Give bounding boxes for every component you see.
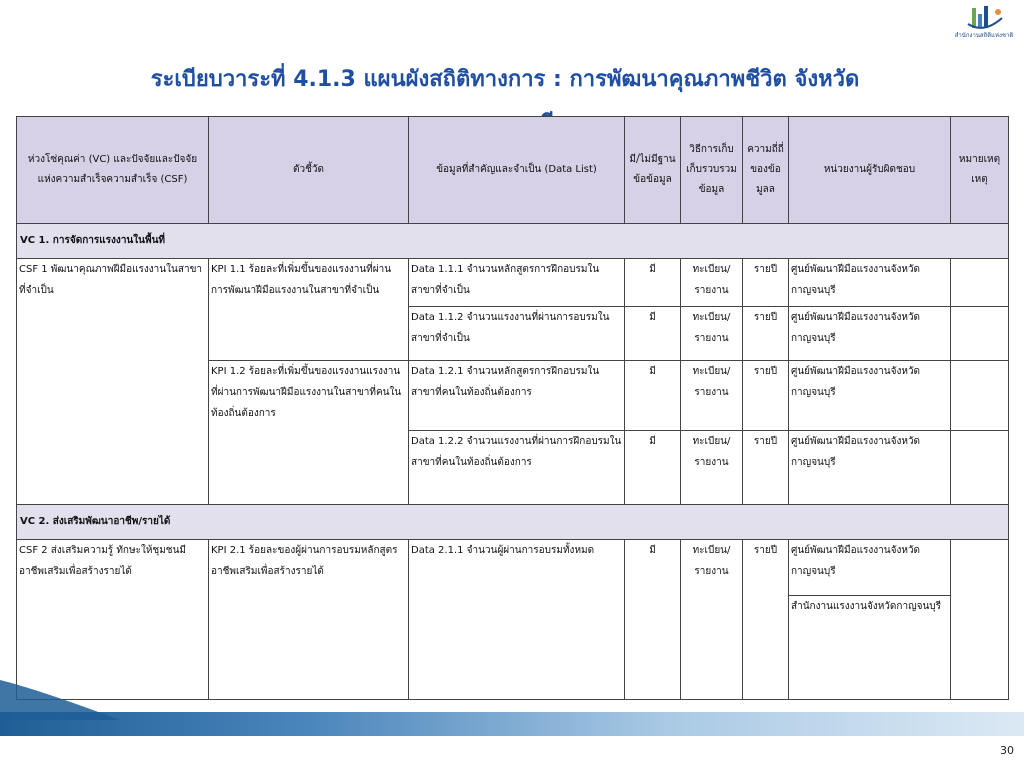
data-cell: Data 2.1.1 จำนวนผู้ผ่านการอบรมทั้งหมด <box>409 540 625 700</box>
frequency-cell: รายปี <box>743 361 789 431</box>
vc2-label: VC 2. ส่งเสริมพัฒนาอาชีพ/รายได้ <box>17 505 1009 540</box>
col-header-kpi: ตัวชี้วัด <box>209 117 409 224</box>
data-cell: Data 1.1.1 จำนวนหลักสูตรการฝึกอบรมในสาขาที่จำเป็น <box>409 259 625 307</box>
csf2-cell: CSF 2 ส่งเสริมความรู้ ทักษะให้ชุมชนมีอาชีพเสริมเพื่อสร้างรายได้ <box>17 540 209 700</box>
col-header-remarks: หมายเหตุเหตุ <box>951 117 1009 224</box>
footer-wave-decoration <box>0 680 120 720</box>
remarks-cell <box>951 361 1009 431</box>
agency-cell: ศูนย์พัฒนาฝีมือแรงงานจังหวัดกาญจนบุรี <box>789 540 951 596</box>
has-data-cell: มี <box>625 307 681 361</box>
col-header-agency: หน่วยงานผู้รับผิดชอบ <box>789 117 951 224</box>
page-number: 30 <box>1000 744 1014 757</box>
agency-cell: ศูนย์พัฒนาฝีมือแรงงานจังหวัดกาญจนบุรี <box>789 431 951 505</box>
agency-cell: ศูนย์พัฒนาฝีมือแรงงานจังหวัดกาญจนบุรี <box>789 307 951 361</box>
method-cell: ทะเบียน/รายงาน <box>681 361 743 431</box>
vc1-label: VC 1. การจัดการแรงงานในพื้นที่ <box>17 224 1009 259</box>
section-row-vc2 <box>17 505 1009 540</box>
frequency-cell: รายปี <box>743 307 789 361</box>
frequency-cell: รายปี <box>743 259 789 307</box>
has-data-cell: มี <box>625 431 681 505</box>
data-cell: Data 1.2.2 จำนวนแรงงานที่ผ่านการฝึกอบรมในสาขาที่คนในท้องถิ่นต้องการ <box>409 431 625 505</box>
frequency-cell: รายปี <box>743 540 789 700</box>
table-row <box>17 540 1009 596</box>
remarks-cell <box>951 431 1009 505</box>
has-data-cell: มี <box>625 540 681 700</box>
col-header-vc-csf: ห่วงโซ่คุณค่า (VC) และปัจจัยและปัจจัยแห่งความสำเร็จความสำเร็จ (CSF) <box>17 117 209 224</box>
method-cell: ทะเบียน/รายงาน <box>681 431 743 505</box>
col-header-frequency: ความถี่ถี่ของข้อมูลล <box>743 117 789 224</box>
footer-band <box>0 712 1024 736</box>
data-cell: Data 1.2.1 จำนวนหลักสูตรการฝึกอบรมในสาขาที่คนในท้องถิ่นต้องการ <box>409 361 625 431</box>
col-header-data-list: ข้อมูลที่สำคัญและจำเป็น (Data List) <box>409 117 625 224</box>
data-cell: Data 1.1.2 จำนวนแรงงานที่ผ่านการอบรมในสาขาที่จำเป็น <box>409 307 625 361</box>
table-header-row <box>17 117 1009 224</box>
agency-cell: สำนักงานแรงงานจังหวัดกาญจนบุรี <box>789 596 951 700</box>
frequency-cell: รายปี <box>743 431 789 505</box>
statistics-plan-table <box>16 116 1009 700</box>
has-data-cell: มี <box>625 361 681 431</box>
kpi21-cell: KPI 2.1 ร้อยละของผู้ผ่านการอบรมหลักสูตรอาชีพเสริมเพื่อสร้างรายได้ <box>209 540 409 700</box>
remarks-cell <box>951 259 1009 307</box>
has-data-cell: มี <box>625 259 681 307</box>
agency-cell: ศูนย์พัฒนาฝีมือแรงงานจังหวัดกาญจนบุรี <box>789 259 951 307</box>
col-header-method: วิธีการเก็บเก็บรวบรวมข้อมูล <box>681 117 743 224</box>
csf1-cell: CSF 1 พัฒนาคุณภาพฝีมือแรงงานในสาขาที่จำเป็น <box>17 259 209 505</box>
section-row-vc1 <box>17 224 1009 259</box>
logo-caption: สำนักงานสถิติแห่งชาติ <box>954 32 1014 39</box>
kpi12-cell: KPI 1.2 ร้อยละที่เพิ่มขึ้นของแรงงานแรงงานที่ผ่านการพัฒนาฝีมือแรงงานในสาขาที่คนในท้องถิ่นต้องการ <box>209 361 409 505</box>
title-line-1: ระเบียบวาระที่ 4.1.3 แผนผังสถิติทางการ : การพัฒนาคุณภาพชีวิต จังหวัด <box>150 67 860 92</box>
method-cell: ทะเบียน/รายงาน <box>681 259 743 307</box>
method-cell: ทะเบียน/รายงาน <box>681 540 743 700</box>
col-header-has-database: มี/ไม่มีฐานข้อข้อมูล <box>625 117 681 224</box>
table-row <box>17 259 1009 307</box>
kpi11-cell: KPI 1.1 ร้อยละที่เพิ่มขึ้นของแรงงานที่ผ่านการพัฒนาฝีมือแรงงานในสาขาที่จำเป็น <box>209 259 409 361</box>
method-cell: ทะเบียน/รายงาน <box>681 307 743 361</box>
agency-cell: ศูนย์พัฒนาฝีมือแรงงานจังหวัดกาญจนบุรี <box>789 361 951 431</box>
remarks-cell <box>951 540 1009 700</box>
remarks-cell <box>951 307 1009 361</box>
